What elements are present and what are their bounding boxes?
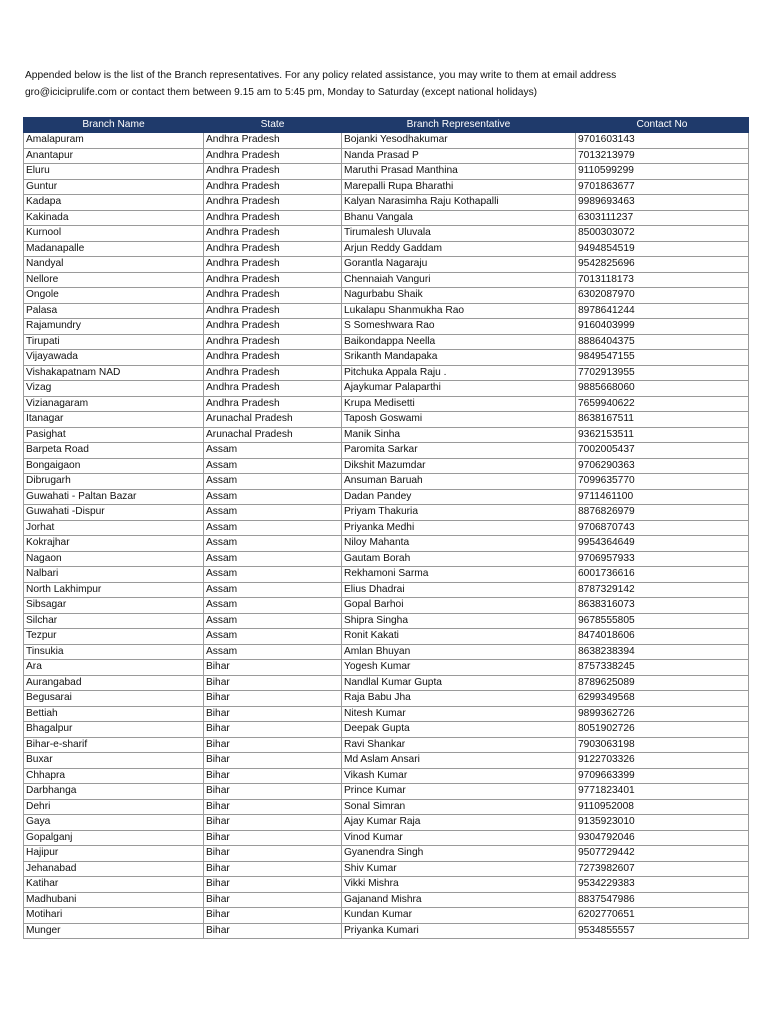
state-cell: Assam <box>204 598 342 614</box>
branch-name-cell: Nandyal <box>24 257 204 273</box>
branch-name-cell: Sibsagar <box>24 598 204 614</box>
intro-text <box>25 67 755 101</box>
contact-no-cell: 9362153511 <box>576 427 749 443</box>
representative-cell: Bhanu Vangala <box>342 210 576 226</box>
contact-no-cell: 9542825696 <box>576 257 749 273</box>
contact-no-cell: 9954364649 <box>576 536 749 552</box>
contact-no-cell: 9706870743 <box>576 520 749 536</box>
representative-cell: Nanda Prasad P <box>342 148 576 164</box>
representative-cell: Gopal Barhoi <box>342 598 576 614</box>
state-cell: Bihar <box>204 877 342 893</box>
table-row <box>24 381 749 397</box>
table-row <box>24 210 749 226</box>
table-row <box>24 133 749 149</box>
contact-no-cell: 9507729442 <box>576 846 749 862</box>
branch-name-cell: Kadapa <box>24 195 204 211</box>
representative-cell: Vikash Kumar <box>342 768 576 784</box>
branch-name-cell: Itanagar <box>24 412 204 428</box>
table-row <box>24 288 749 304</box>
branch-name-cell: Bettiah <box>24 706 204 722</box>
branch-name-cell: Pasighat <box>24 427 204 443</box>
table-row <box>24 582 749 598</box>
state-cell: Assam <box>204 582 342 598</box>
intro-line-1: Appended below is the list of the Branch representatives. For any policy related assistance, you may write to them at email address <box>25 70 617 81</box>
state-cell: Andhra Pradesh <box>204 164 342 180</box>
state-cell: Assam <box>204 644 342 660</box>
representative-cell: Yogesh Kumar <box>342 660 576 676</box>
state-cell: Assam <box>204 613 342 629</box>
contact-no-cell: 9989693463 <box>576 195 749 211</box>
representative-cell: Nagurbabu Shaik <box>342 288 576 304</box>
branch-name-cell: Bongaigaon <box>24 458 204 474</box>
table-row <box>24 350 749 366</box>
representative-cell: Shipra Singha <box>342 613 576 629</box>
state-cell: Assam <box>204 474 342 490</box>
contact-no-cell: 8876826979 <box>576 505 749 521</box>
contact-no-cell: 9678555805 <box>576 613 749 629</box>
state-cell: Bihar <box>204 722 342 738</box>
state-cell: Bihar <box>204 892 342 908</box>
representative-cell: Ansuman Baruah <box>342 474 576 490</box>
representative-cell: Niloy Mahanta <box>342 536 576 552</box>
state-cell: Bihar <box>204 799 342 815</box>
state-cell: Andhra Pradesh <box>204 272 342 288</box>
representative-cell: Srikanth Mandapaka <box>342 350 576 366</box>
state-cell: Andhra Pradesh <box>204 210 342 226</box>
branch-name-cell: Guwahati - Paltan Bazar <box>24 489 204 505</box>
contact-no-cell: 9160403999 <box>576 319 749 335</box>
state-cell: Andhra Pradesh <box>204 334 342 350</box>
state-cell: Andhra Pradesh <box>204 148 342 164</box>
branch-name-cell: Ara <box>24 660 204 676</box>
contact-no-cell: 7903063198 <box>576 737 749 753</box>
branch-name-cell: Tezpur <box>24 629 204 645</box>
branch-name-cell: Kakinada <box>24 210 204 226</box>
contact-no-cell: 8638167511 <box>576 412 749 428</box>
branch-name-cell: Darbhanga <box>24 784 204 800</box>
table-row <box>24 660 749 676</box>
contact-no-cell: 9110599299 <box>576 164 749 180</box>
representative-cell: Arjun Reddy Gaddam <box>342 241 576 257</box>
branch-name-cell: Bhagalpur <box>24 722 204 738</box>
table-row <box>24 427 749 443</box>
contact-no-cell: 8837547986 <box>576 892 749 908</box>
state-cell: Bihar <box>204 846 342 862</box>
representative-cell: Priyanka Kumari <box>342 923 576 939</box>
branch-name-cell: Vishakapatnam NAD <box>24 365 204 381</box>
branch-name-cell: Motihari <box>24 908 204 924</box>
branch-name-cell: Gopalganj <box>24 830 204 846</box>
branch-name-cell: Guwahati -Dispur <box>24 505 204 521</box>
table-row <box>24 877 749 893</box>
contact-no-cell: 6001736616 <box>576 567 749 583</box>
table-row <box>24 737 749 753</box>
representative-cell: Shiv Kumar <box>342 861 576 877</box>
table-row <box>24 784 749 800</box>
state-cell: Assam <box>204 567 342 583</box>
state-cell: Assam <box>204 489 342 505</box>
representative-cell: Marepalli Rupa Bharathi <box>342 179 576 195</box>
table-row <box>24 768 749 784</box>
table-row <box>24 520 749 536</box>
representative-cell: Gyanendra Singh <box>342 846 576 862</box>
state-cell: Bihar <box>204 923 342 939</box>
representative-cell: Priyam Thakuria <box>342 505 576 521</box>
branch-name-cell: Dibrugarh <box>24 474 204 490</box>
representative-cell: Ronit Kakati <box>342 629 576 645</box>
state-cell: Andhra Pradesh <box>204 195 342 211</box>
state-cell: Assam <box>204 505 342 521</box>
state-cell: Andhra Pradesh <box>204 133 342 149</box>
table-row <box>24 195 749 211</box>
state-cell: Andhra Pradesh <box>204 241 342 257</box>
representative-cell: Prince Kumar <box>342 784 576 800</box>
table-row <box>24 365 749 381</box>
representative-cell: Taposh Goswami <box>342 412 576 428</box>
state-cell: Andhra Pradesh <box>204 381 342 397</box>
branch-name-cell: Hajipur <box>24 846 204 862</box>
representative-cell: Elius Dhadrai <box>342 582 576 598</box>
branch-name-cell: Kokrajhar <box>24 536 204 552</box>
branch-name-cell: Bihar-e-sharif <box>24 737 204 753</box>
branch-name-cell: Silchar <box>24 613 204 629</box>
representative-cell: Chennaiah Vanguri <box>342 272 576 288</box>
contact-no-cell: 9122703326 <box>576 753 749 769</box>
table-row <box>24 443 749 459</box>
contact-no-cell: 9899362726 <box>576 706 749 722</box>
contact-no-cell: 8051902726 <box>576 722 749 738</box>
state-cell: Bihar <box>204 706 342 722</box>
table-row <box>24 148 749 164</box>
table-header-row <box>24 118 749 133</box>
table-body <box>24 133 749 939</box>
branch-name-cell: Jorhat <box>24 520 204 536</box>
contact-no-cell: 6299349568 <box>576 691 749 707</box>
branch-name-cell: Nellore <box>24 272 204 288</box>
branch-name-cell: Chhapra <box>24 768 204 784</box>
branch-name-cell: Madanapalle <box>24 241 204 257</box>
table-row <box>24 226 749 242</box>
contact-no-cell: 9885668060 <box>576 381 749 397</box>
branch-name-cell: Kurnool <box>24 226 204 242</box>
representative-cell: Raja Babu Jha <box>342 691 576 707</box>
state-cell: Andhra Pradesh <box>204 365 342 381</box>
contact-no-cell: 7659940622 <box>576 396 749 412</box>
table-row <box>24 830 749 846</box>
table-row <box>24 164 749 180</box>
branch-name-cell: Nagaon <box>24 551 204 567</box>
branch-name-cell: Tinsukia <box>24 644 204 660</box>
representative-cell: Ajaykumar Palaparthi <box>342 381 576 397</box>
contact-no-cell: 7013213979 <box>576 148 749 164</box>
representative-cell: Paromita Sarkar <box>342 443 576 459</box>
table-row <box>24 629 749 645</box>
intro-line-2: gro@iciciprulife.com or contact them between 9.15 am to 5:45 pm, Monday to Saturday (except national holidays) <box>25 87 538 98</box>
contact-no-cell: 8789625089 <box>576 675 749 691</box>
contact-no-cell: 9110952008 <box>576 799 749 815</box>
representative-cell: Md Aslam Ansari <box>342 753 576 769</box>
contact-no-cell: 8978641244 <box>576 303 749 319</box>
representative-cell: Bojanki Yesodhakumar <box>342 133 576 149</box>
table-row <box>24 272 749 288</box>
contact-no-cell: 8787329142 <box>576 582 749 598</box>
representative-cell: Vinod Kumar <box>342 830 576 846</box>
contact-no-cell: 9711461100 <box>576 489 749 505</box>
header-contact-no: Contact No <box>576 118 749 133</box>
representative-cell: Vikki Mishra <box>342 877 576 893</box>
table-row <box>24 551 749 567</box>
representative-cell: Manik Sinha <box>342 427 576 443</box>
branch-name-cell: Jehanabad <box>24 861 204 877</box>
state-cell: Arunachal Pradesh <box>204 412 342 428</box>
representative-cell: Rekhamoni Sarma <box>342 567 576 583</box>
header-branch-representative: Branch Representative <box>342 118 576 133</box>
representative-cell: Maruthi Prasad Manthina <box>342 164 576 180</box>
contact-no-cell: 8500303072 <box>576 226 749 242</box>
table-row <box>24 644 749 660</box>
representative-cell: Pitchuka Appala Raju . <box>342 365 576 381</box>
table-row <box>24 722 749 738</box>
representative-cell: Tirumalesh Uluvala <box>342 226 576 242</box>
representative-cell: Dadan Pandey <box>342 489 576 505</box>
representative-cell: Deepak Gupta <box>342 722 576 738</box>
header-state: State <box>204 118 342 133</box>
branch-representatives-table <box>23 117 749 939</box>
branch-name-cell: Amalapuram <box>24 133 204 149</box>
state-cell: Andhra Pradesh <box>204 350 342 366</box>
representative-cell: Ajay Kumar Raja <box>342 815 576 831</box>
state-cell: Assam <box>204 536 342 552</box>
state-cell: Bihar <box>204 660 342 676</box>
state-cell: Andhra Pradesh <box>204 396 342 412</box>
representative-cell: Gorantla Nagaraju <box>342 257 576 273</box>
state-cell: Assam <box>204 443 342 459</box>
table-row <box>24 303 749 319</box>
table-row <box>24 505 749 521</box>
state-cell: Bihar <box>204 784 342 800</box>
contact-no-cell: 9701603143 <box>576 133 749 149</box>
table-row <box>24 257 749 273</box>
table-row <box>24 753 749 769</box>
state-cell: Bihar <box>204 753 342 769</box>
contact-no-cell: 9706957933 <box>576 551 749 567</box>
table-row <box>24 396 749 412</box>
branch-name-cell: Barpeta Road <box>24 443 204 459</box>
representative-cell: Dikshit Mazumdar <box>342 458 576 474</box>
state-cell: Assam <box>204 629 342 645</box>
table-row <box>24 846 749 862</box>
table-row <box>24 319 749 335</box>
contact-no-cell: 8886404375 <box>576 334 749 350</box>
contact-no-cell: 9135923010 <box>576 815 749 831</box>
representative-cell: Baikondappa Neella <box>342 334 576 350</box>
state-cell: Bihar <box>204 737 342 753</box>
contact-no-cell: 9771823401 <box>576 784 749 800</box>
table-row <box>24 799 749 815</box>
state-cell: Arunachal Pradesh <box>204 427 342 443</box>
table-row <box>24 334 749 350</box>
state-cell: Bihar <box>204 861 342 877</box>
state-cell: Bihar <box>204 768 342 784</box>
contact-no-cell: 8757338245 <box>576 660 749 676</box>
state-cell: Andhra Pradesh <box>204 319 342 335</box>
representative-cell: Gautam Borah <box>342 551 576 567</box>
branch-name-cell: Katihar <box>24 877 204 893</box>
state-cell: Assam <box>204 551 342 567</box>
state-cell: Assam <box>204 520 342 536</box>
table-row <box>24 908 749 924</box>
contact-no-cell: 6303111237 <box>576 210 749 226</box>
table-row <box>24 691 749 707</box>
branch-name-cell: Vijayawada <box>24 350 204 366</box>
table-row <box>24 241 749 257</box>
contact-no-cell: 9534855557 <box>576 923 749 939</box>
state-cell: Bihar <box>204 830 342 846</box>
branch-name-cell: Gaya <box>24 815 204 831</box>
contact-no-cell: 9709663399 <box>576 768 749 784</box>
branch-name-cell: Ongole <box>24 288 204 304</box>
table-row <box>24 489 749 505</box>
representative-cell: Kalyan Narasimha Raju Kothapalli <box>342 195 576 211</box>
branch-name-cell: Guntur <box>24 179 204 195</box>
branch-name-cell: Begusarai <box>24 691 204 707</box>
table-row <box>24 412 749 428</box>
table-row <box>24 815 749 831</box>
branch-name-cell: North Lakhimpur <box>24 582 204 598</box>
branch-name-cell: Vizag <box>24 381 204 397</box>
contact-no-cell: 9701863677 <box>576 179 749 195</box>
branch-name-cell: Aurangabad <box>24 675 204 691</box>
representative-cell: Amlan Bhuyan <box>342 644 576 660</box>
table-row <box>24 474 749 490</box>
table-row <box>24 613 749 629</box>
branch-name-cell: Palasa <box>24 303 204 319</box>
state-cell: Assam <box>204 458 342 474</box>
table-row <box>24 861 749 877</box>
branch-name-cell: Anantapur <box>24 148 204 164</box>
table-row <box>24 923 749 939</box>
representative-cell: Nandlal Kumar Gupta <box>342 675 576 691</box>
contact-no-cell: 7002005437 <box>576 443 749 459</box>
branch-name-cell: Vizianagaram <box>24 396 204 412</box>
contact-no-cell: 7099635770 <box>576 474 749 490</box>
table-row <box>24 598 749 614</box>
table-row <box>24 675 749 691</box>
contact-no-cell: 8638238394 <box>576 644 749 660</box>
branch-name-cell: Munger <box>24 923 204 939</box>
table-row <box>24 536 749 552</box>
table-row <box>24 567 749 583</box>
contact-no-cell: 8474018606 <box>576 629 749 645</box>
representative-cell: Kundan Kumar <box>342 908 576 924</box>
contact-no-cell: 9534229383 <box>576 877 749 893</box>
contact-no-cell: 6202770651 <box>576 908 749 924</box>
branch-name-cell: Rajamundry <box>24 319 204 335</box>
contact-no-cell: 9304792046 <box>576 830 749 846</box>
contact-no-cell: 9494854519 <box>576 241 749 257</box>
state-cell: Andhra Pradesh <box>204 179 342 195</box>
table-row <box>24 179 749 195</box>
representative-cell: Nitesh Kumar <box>342 706 576 722</box>
state-cell: Bihar <box>204 815 342 831</box>
state-cell: Andhra Pradesh <box>204 288 342 304</box>
representative-cell: Ravi Shankar <box>342 737 576 753</box>
representative-cell: Krupa Medisetti <box>342 396 576 412</box>
state-cell: Bihar <box>204 908 342 924</box>
contact-no-cell: 7013118173 <box>576 272 749 288</box>
branch-name-cell: Eluru <box>24 164 204 180</box>
state-cell: Andhra Pradesh <box>204 303 342 319</box>
contact-no-cell: 6302087970 <box>576 288 749 304</box>
contact-no-cell: 9849547155 <box>576 350 749 366</box>
table-row <box>24 458 749 474</box>
branch-name-cell: Dehri <box>24 799 204 815</box>
contact-no-cell: 8638316073 <box>576 598 749 614</box>
contact-no-cell: 9706290363 <box>576 458 749 474</box>
representative-cell: Priyanka Medhi <box>342 520 576 536</box>
representative-cell: Sonal Simran <box>342 799 576 815</box>
state-cell: Andhra Pradesh <box>204 226 342 242</box>
contact-no-cell: 7273982607 <box>576 861 749 877</box>
state-cell: Andhra Pradesh <box>204 257 342 273</box>
representative-cell: S Someshwara Rao <box>342 319 576 335</box>
branch-name-cell: Madhubani <box>24 892 204 908</box>
state-cell: Bihar <box>204 691 342 707</box>
representative-cell: Gajanand Mishra <box>342 892 576 908</box>
header-branch-name: Branch Name <box>24 118 204 133</box>
state-cell: Bihar <box>204 675 342 691</box>
representative-cell: Lukalapu Shanmukha Rao <box>342 303 576 319</box>
branch-name-cell: Tirupati <box>24 334 204 350</box>
contact-no-cell: 7702913955 <box>576 365 749 381</box>
branch-name-cell: Buxar <box>24 753 204 769</box>
branch-name-cell: Nalbari <box>24 567 204 583</box>
table-row <box>24 706 749 722</box>
table-row <box>24 892 749 908</box>
